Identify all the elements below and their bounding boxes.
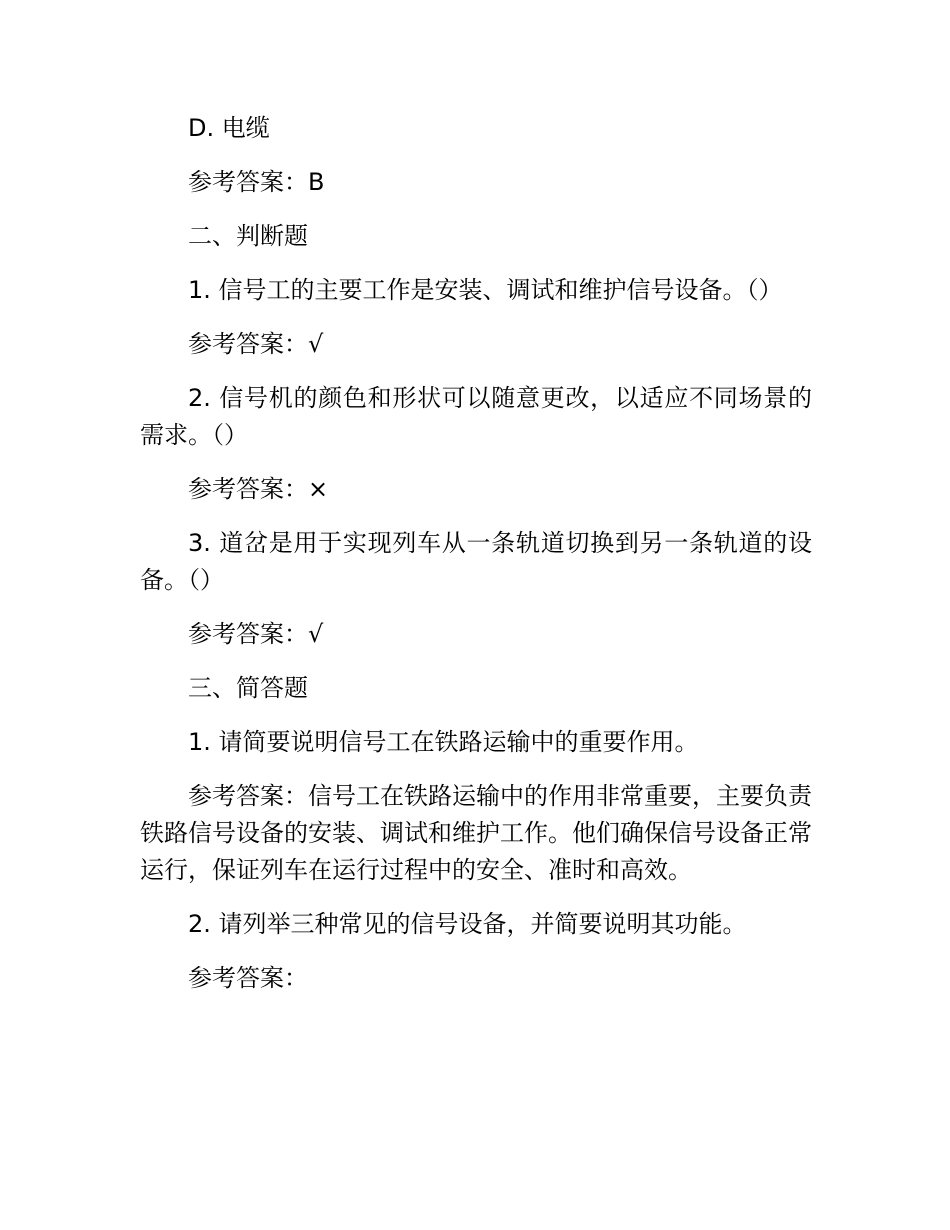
document-page [140, 110, 812, 1014]
question-3: 3. 道岔是用于实现列车从一条轨道切换到另一条轨道的设备。（） [140, 529, 812, 594]
answer-paragraph: 参考答案：信号工在铁路运输中的作用非常重要，主要负责铁路信号设备的安装、调试和维护工作。他们确保信号设备正常运行，保证列车在运行过程中的安全、准时和高效。 [140, 782, 812, 884]
answer-line: 参考答案： [188, 964, 308, 992]
section-heading-true-false: 二、判断题 [188, 222, 308, 250]
short-question-2: 2. 请列举三种常见的信号设备，并简要说明其功能。 [188, 910, 747, 938]
answer-line: 参考答案：√ [188, 330, 324, 358]
answer-line: 参考答案：× [188, 475, 329, 503]
answer-line: 参考答案：B [188, 168, 325, 196]
short-question-1: 1. 请简要说明信号工在铁路运输中的重要作用。 [188, 728, 699, 756]
option-d: D. 电缆 [188, 114, 270, 142]
question-1: 1. 信号工的主要工作是安装、调试和维护信号设备。（） [188, 276, 783, 304]
section-heading-short-answer: 三、简答题 [188, 674, 308, 702]
question-2: 2. 信号机的颜色和形状可以随意更改，以适应不同场景的需求。（） [140, 384, 812, 449]
answer-line: 参考答案：√ [188, 620, 324, 648]
